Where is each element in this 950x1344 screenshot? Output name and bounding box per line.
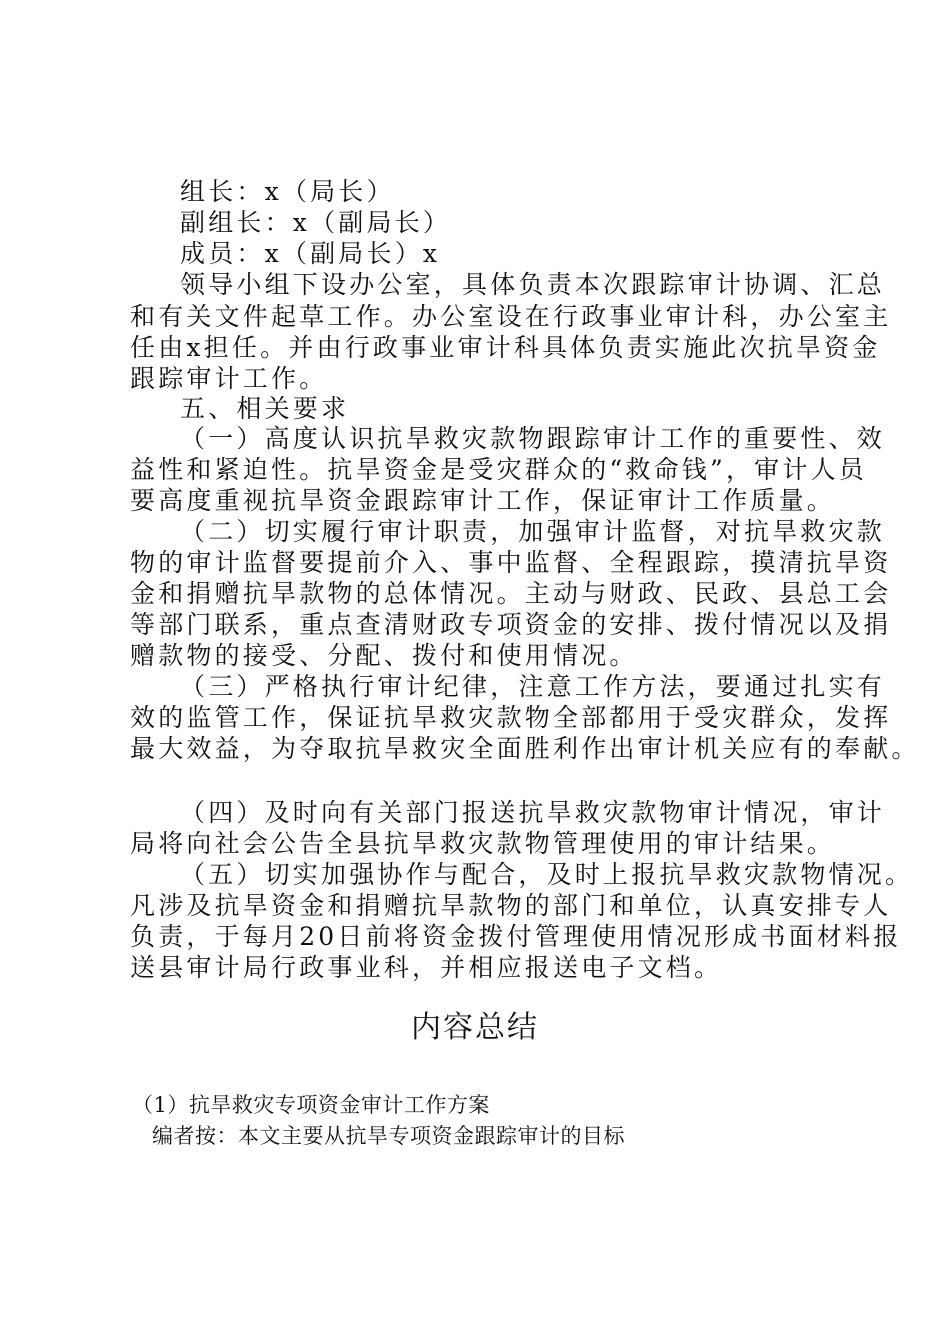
body-line: 等部门联系，重点查清财政专项资金的安排、拨付情况以及捐 — [130, 610, 892, 639]
body-line: 最大效益，为夺取抗旱救灾全面胜利作出审计机关应有的奉献。 — [130, 734, 920, 763]
body-line: 凡涉及抗旱资金和捐赠抗旱款物的部门和单位，认真安排专人 — [130, 891, 892, 920]
body-line: 领导小组下设办公室，具体负责本次跟踪审计协调、汇总 — [180, 270, 886, 299]
body-line: 效的监管工作，保证抗旱救灾款物全部都用于受灾群众，发挥 — [130, 703, 892, 732]
body-line: （二）切实履行审计职责，加强审计监督，对抗旱救灾款 — [180, 517, 886, 546]
summary-item: （1）抗旱救灾专项资金审计工作方案 — [132, 1093, 490, 1117]
body-line: 负责，于每月20日前将资金拨付管理使用情况形成书面材料报 — [130, 922, 902, 951]
body-line: 副组长：x（副局长） — [180, 208, 452, 237]
summary-note: 编者按：本文主要从抗旱专项资金跟踪审计的目标 — [152, 1124, 625, 1148]
body-line: 成员：x（副局长）x — [180, 239, 441, 268]
body-line: （四）及时向有关部门报送抗旱救灾款物审计情况，审计 — [180, 798, 886, 827]
body-line: 赠款物的接受、分配、拨付和使用情况。 — [130, 641, 638, 670]
body-line: 跟踪审计工作。 — [130, 364, 328, 393]
body-line: （一）高度认识抗旱救灾款物跟踪审计工作的重要性、效 — [180, 424, 886, 453]
body-line: 益性和紧迫性。抗旱资金是受灾群众的“救命钱”，审计人员 — [130, 455, 867, 484]
body-line: 局将向社会公告全县抗旱救灾款物管理使用的审计结果。 — [130, 829, 836, 858]
body-line: 要高度重视抗旱资金跟踪审计工作，保证审计工作质量。 — [130, 486, 836, 515]
body-line: （三）严格执行审计纪律，注意工作方法，要通过扎实有 — [180, 672, 886, 701]
body-line: （五）切实加强协作与配合，及时上报抗旱救灾款物情况。 — [180, 860, 914, 889]
body-line: 和有关文件起草工作。办公室设在行政事业审计科，办公室主 — [130, 302, 892, 331]
body-line: 组长：x（局长） — [180, 177, 395, 206]
section-heading: 五、相关要求 — [180, 394, 350, 423]
body-line: 送县审计局行政事业科，并相应报送电子文档。 — [130, 953, 723, 982]
summary-title: 内容总结 — [411, 1010, 539, 1045]
body-line: 金和捐赠抗旱款物的总体情况。主动与财政、民政、县总工会 — [130, 579, 892, 608]
body-line: 物的审计监督要提前介入、事中监督、全程跟踪，摸清抗旱资 — [130, 548, 892, 577]
body-line: 任由x担任。并由行政事业审计科具体负责实施此次抗旱资金 — [130, 333, 881, 362]
